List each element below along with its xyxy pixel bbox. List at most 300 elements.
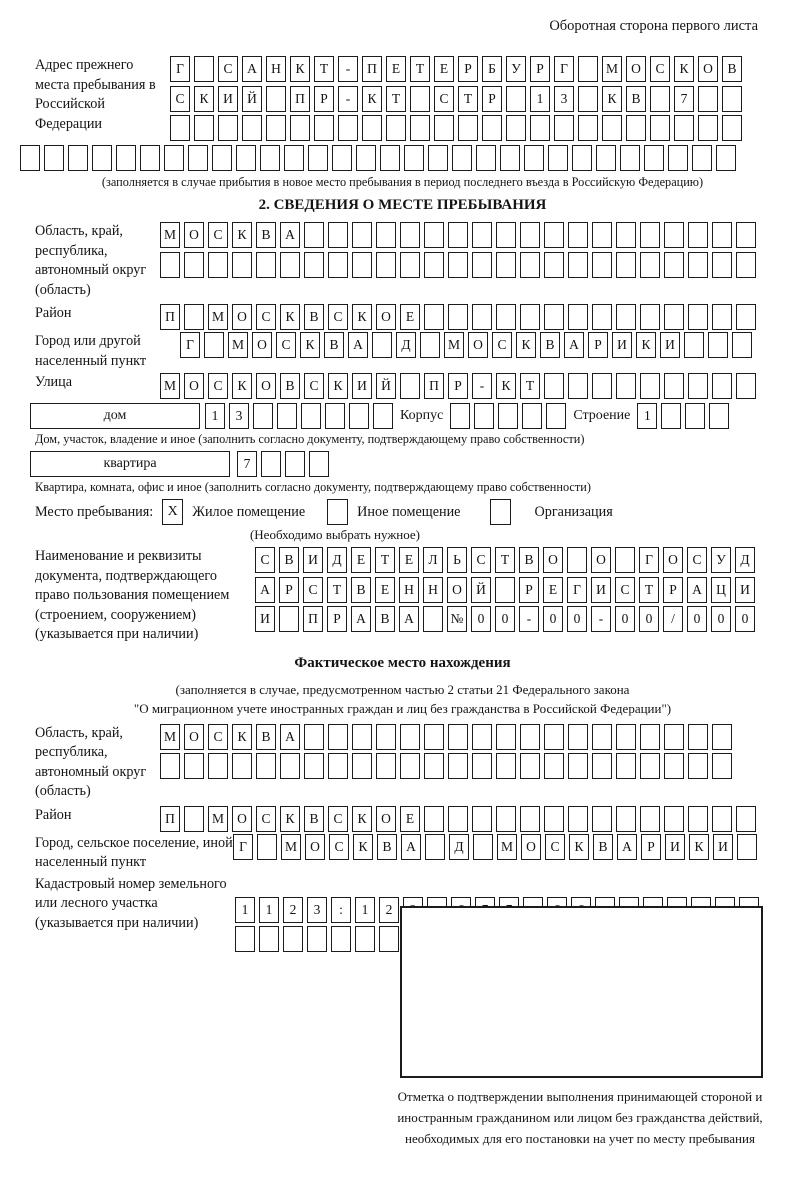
char-cell[interactable] [709,403,729,429]
char-cell[interactable] [708,332,728,358]
char-cell[interactable]: В [519,547,539,573]
char-cell[interactable] [496,806,516,832]
char-cell[interactable]: Т [520,373,540,399]
char-cell[interactable] [520,304,540,330]
char-cell[interactable] [423,606,443,632]
char-cell[interactable] [170,115,190,141]
char-cell[interactable] [259,926,279,952]
char-cell[interactable] [280,753,300,779]
char-cell[interactable] [568,304,588,330]
char-cell[interactable]: Т [495,547,515,573]
char-cell[interactable] [356,145,376,171]
char-cell[interactable] [520,252,540,278]
char-cell[interactable] [640,222,660,248]
char-cell[interactable]: К [674,56,694,82]
char-cell[interactable] [204,332,224,358]
char-cell[interactable] [373,403,393,429]
char-cell[interactable] [668,145,688,171]
char-cell[interactable] [688,373,708,399]
char-cell[interactable] [472,252,492,278]
char-cell[interactable] [664,222,684,248]
char-cell[interactable]: В [304,304,324,330]
char-cell[interactable] [712,304,732,330]
char-cell[interactable]: И [612,332,632,358]
char-cell[interactable] [92,145,112,171]
char-cell[interactable]: О [305,834,325,860]
char-cell[interactable]: К [362,86,382,112]
char-cell[interactable] [328,753,348,779]
char-cell[interactable]: Б [482,56,502,82]
char-cell[interactable] [592,252,612,278]
char-cell[interactable] [688,753,708,779]
char-cell[interactable]: Г [170,56,190,82]
char-cell[interactable]: - [472,373,492,399]
char-cell[interactable] [544,304,564,330]
char-cell[interactable] [736,252,756,278]
char-cell[interactable]: 0 [567,606,587,632]
char-cell[interactable]: С [545,834,565,860]
char-cell[interactable]: 1 [530,86,550,112]
char-cell[interactable] [260,145,280,171]
char-cell[interactable]: С [256,304,276,330]
char-cell[interactable] [567,547,587,573]
char-cell[interactable]: К [194,86,214,112]
char-cell[interactable]: К [232,373,252,399]
char-cell[interactable]: Ь [447,547,467,573]
char-cell[interactable] [596,145,616,171]
char-cell[interactable] [362,115,382,141]
char-cell[interactable] [424,806,444,832]
char-cell[interactable]: К [496,373,516,399]
char-cell[interactable] [448,806,468,832]
char-cell[interactable]: О [376,304,396,330]
char-cell[interactable]: К [352,806,372,832]
char-cell[interactable] [472,222,492,248]
char-cell[interactable] [544,222,564,248]
char-cell[interactable] [242,115,262,141]
char-cell[interactable]: М [160,222,180,248]
char-cell[interactable]: П [290,86,310,112]
char-cell[interactable]: О [232,806,252,832]
char-cell[interactable]: 3 [229,403,249,429]
char-cell[interactable]: - [519,606,539,632]
char-cell[interactable]: Т [410,56,430,82]
char-cell[interactable] [232,753,252,779]
char-cell[interactable]: М [160,724,180,750]
char-cell[interactable] [474,403,494,429]
char-cell[interactable] [448,724,468,750]
char-cell[interactable] [448,252,468,278]
char-cell[interactable] [496,724,516,750]
char-cell[interactable]: В [304,806,324,832]
char-cell[interactable] [277,403,297,429]
char-cell[interactable]: О [521,834,541,860]
char-cell[interactable] [266,115,286,141]
char-cell[interactable] [235,926,255,952]
char-cell[interactable]: Й [242,86,262,112]
char-cell[interactable] [386,115,406,141]
char-cell[interactable]: О [256,373,276,399]
char-cell[interactable] [290,115,310,141]
char-cell[interactable] [554,115,574,141]
char-cell[interactable] [253,403,273,429]
char-cell[interactable]: Т [327,577,347,603]
char-cell[interactable] [712,252,732,278]
char-cell[interactable] [284,145,304,171]
char-cell[interactable]: / [663,606,683,632]
char-cell[interactable]: А [687,577,707,603]
char-cell[interactable]: С [304,373,324,399]
char-cell[interactable]: 0 [639,606,659,632]
char-cell[interactable] [546,403,566,429]
char-cell[interactable]: У [711,547,731,573]
char-cell[interactable] [331,926,351,952]
char-cell[interactable]: Н [423,577,443,603]
char-cell[interactable] [376,252,396,278]
char-cell[interactable]: Й [471,577,491,603]
char-cell[interactable] [544,252,564,278]
char-cell[interactable] [520,222,540,248]
char-cell[interactable] [352,753,372,779]
char-cell[interactable]: А [564,332,584,358]
char-cell[interactable] [400,753,420,779]
char-cell[interactable]: 1 [355,897,375,923]
char-cell[interactable]: С [328,304,348,330]
char-cell[interactable] [420,332,440,358]
char-cell[interactable] [236,145,256,171]
char-cell[interactable]: А [242,56,262,82]
char-cell[interactable]: О [543,547,563,573]
char-cell[interactable]: С [328,806,348,832]
char-cell[interactable]: И [735,577,755,603]
char-cell[interactable] [184,806,204,832]
char-cell[interactable] [568,252,588,278]
char-cell[interactable] [400,724,420,750]
char-cell[interactable]: В [351,577,371,603]
char-cell[interactable]: И [713,834,733,860]
char-cell[interactable] [616,222,636,248]
char-cell[interactable] [279,606,299,632]
char-cell[interactable]: О [698,56,718,82]
char-cell[interactable] [410,115,430,141]
char-cell[interactable] [328,252,348,278]
char-cell[interactable] [188,145,208,171]
char-cell[interactable] [506,115,526,141]
char-cell[interactable] [592,373,612,399]
char-cell[interactable] [140,145,160,171]
char-cell[interactable]: Г [180,332,200,358]
char-cell[interactable]: 0 [711,606,731,632]
char-cell[interactable]: : [331,897,351,923]
char-cell[interactable]: О [184,724,204,750]
char-cell[interactable]: В [280,373,300,399]
char-cell[interactable] [644,145,664,171]
char-cell[interactable] [685,403,705,429]
char-cell[interactable]: Д [735,547,755,573]
char-cell[interactable] [332,145,352,171]
char-cell[interactable] [476,145,496,171]
char-cell[interactable] [495,577,515,603]
char-cell[interactable]: Л [423,547,443,573]
char-cell[interactable] [280,252,300,278]
char-cell[interactable] [664,373,684,399]
char-cell[interactable] [640,304,660,330]
char-cell[interactable]: 3 [307,897,327,923]
char-cell[interactable] [425,834,445,860]
char-cell[interactable] [452,145,472,171]
char-cell[interactable] [620,145,640,171]
char-cell[interactable] [328,222,348,248]
char-cell[interactable]: 2 [283,897,303,923]
char-cell[interactable] [568,373,588,399]
char-cell[interactable] [349,403,369,429]
char-cell[interactable] [448,753,468,779]
char-cell[interactable]: К [353,834,373,860]
char-cell[interactable]: Е [399,547,419,573]
stay-type-checkbox-residential[interactable]: X [162,499,183,525]
char-cell[interactable] [400,373,420,399]
char-cell[interactable] [500,145,520,171]
char-cell[interactable]: А [399,606,419,632]
char-cell[interactable] [338,115,358,141]
char-cell[interactable]: Г [567,577,587,603]
char-cell[interactable] [450,403,470,429]
char-cell[interactable]: О [184,373,204,399]
char-cell[interactable] [379,926,399,952]
char-cell[interactable] [314,115,334,141]
char-cell[interactable] [722,115,742,141]
char-cell[interactable] [184,252,204,278]
char-cell[interactable]: О [252,332,272,358]
char-cell[interactable] [424,222,444,248]
char-cell[interactable] [285,451,305,477]
char-cell[interactable] [544,753,564,779]
char-cell[interactable]: Д [449,834,469,860]
char-cell[interactable] [664,304,684,330]
char-cell[interactable]: В [256,724,276,750]
char-cell[interactable]: Т [639,577,659,603]
char-cell[interactable]: Г [554,56,574,82]
char-cell[interactable] [496,222,516,248]
char-cell[interactable]: А [280,222,300,248]
char-cell[interactable]: М [208,304,228,330]
char-cell[interactable]: № [447,606,467,632]
char-cell[interactable]: М [281,834,301,860]
char-cell[interactable] [325,403,345,429]
char-cell[interactable]: С [329,834,349,860]
char-cell[interactable] [736,806,756,832]
char-cell[interactable] [256,252,276,278]
char-cell[interactable] [650,86,670,112]
char-cell[interactable] [498,403,518,429]
char-cell[interactable] [434,115,454,141]
char-cell[interactable] [568,753,588,779]
char-cell[interactable] [68,145,88,171]
char-cell[interactable] [520,753,540,779]
char-cell[interactable] [256,753,276,779]
char-cell[interactable] [506,86,526,112]
char-cell[interactable]: С [208,373,228,399]
char-cell[interactable]: А [280,724,300,750]
char-cell[interactable] [615,547,635,573]
char-cell[interactable]: 0 [615,606,635,632]
char-cell[interactable]: С [650,56,670,82]
char-cell[interactable] [664,724,684,750]
char-cell[interactable]: А [348,332,368,358]
char-cell[interactable]: В [324,332,344,358]
char-cell[interactable] [640,373,660,399]
char-cell[interactable]: А [617,834,637,860]
char-cell[interactable]: - [338,86,358,112]
char-cell[interactable] [212,145,232,171]
char-cell[interactable]: Е [386,56,406,82]
char-cell[interactable]: К [280,304,300,330]
char-cell[interactable] [400,222,420,248]
char-cell[interactable] [301,403,321,429]
char-cell[interactable] [616,753,636,779]
char-cell[interactable] [352,222,372,248]
char-cell[interactable] [307,926,327,952]
char-cell[interactable] [308,145,328,171]
stay-type-checkbox-other[interactable] [327,499,348,525]
char-cell[interactable]: С [218,56,238,82]
char-cell[interactable] [640,753,660,779]
char-cell[interactable]: С [276,332,296,358]
char-cell[interactable] [304,724,324,750]
char-cell[interactable]: 0 [495,606,515,632]
char-cell[interactable] [530,115,550,141]
char-cell[interactable]: У [506,56,526,82]
char-cell[interactable] [520,724,540,750]
char-cell[interactable]: 7 [674,86,694,112]
char-cell[interactable] [218,115,238,141]
char-cell[interactable]: Т [386,86,406,112]
char-cell[interactable]: О [468,332,488,358]
char-cell[interactable] [352,724,372,750]
char-cell[interactable]: 0 [687,606,707,632]
char-cell[interactable] [376,753,396,779]
char-cell[interactable] [674,115,694,141]
char-cell[interactable]: О [376,806,396,832]
char-cell[interactable]: Г [639,547,659,573]
char-cell[interactable]: Е [400,304,420,330]
char-cell[interactable] [257,834,277,860]
char-cell[interactable]: Р [641,834,661,860]
char-cell[interactable]: К [569,834,589,860]
char-cell[interactable] [352,252,372,278]
char-cell[interactable]: Е [543,577,563,603]
char-cell[interactable] [520,806,540,832]
char-cell[interactable] [482,115,502,141]
char-cell[interactable]: Р [448,373,468,399]
char-cell[interactable]: Р [663,577,683,603]
char-cell[interactable]: С [434,86,454,112]
char-cell[interactable]: 1 [205,403,225,429]
char-cell[interactable] [524,145,544,171]
char-cell[interactable] [116,145,136,171]
char-cell[interactable] [568,724,588,750]
char-cell[interactable] [688,724,708,750]
char-cell[interactable] [309,451,329,477]
char-cell[interactable]: С [170,86,190,112]
char-cell[interactable] [410,86,430,112]
char-cell[interactable]: Р [530,56,550,82]
char-cell[interactable] [376,222,396,248]
char-cell[interactable]: П [424,373,444,399]
char-cell[interactable] [688,806,708,832]
char-cell[interactable] [626,115,646,141]
char-cell[interactable] [544,724,564,750]
char-cell[interactable]: П [303,606,323,632]
char-cell[interactable]: К [300,332,320,358]
char-cell[interactable]: С [256,806,276,832]
char-cell[interactable] [472,304,492,330]
char-cell[interactable]: В [279,547,299,573]
char-cell[interactable] [616,373,636,399]
char-cell[interactable]: 3 [554,86,574,112]
char-cell[interactable]: 0 [543,606,563,632]
char-cell[interactable] [283,926,303,952]
char-cell[interactable]: В [540,332,560,358]
char-cell[interactable] [473,834,493,860]
char-cell[interactable] [328,724,348,750]
char-cell[interactable]: Р [327,606,347,632]
char-cell[interactable]: И [665,834,685,860]
char-cell[interactable] [522,403,542,429]
char-cell[interactable]: С [208,222,228,248]
char-cell[interactable]: К [352,304,372,330]
char-cell[interactable]: С [615,577,635,603]
char-cell[interactable] [208,753,228,779]
char-cell[interactable] [544,373,564,399]
char-cell[interactable] [664,252,684,278]
char-cell[interactable] [424,724,444,750]
char-cell[interactable]: В [256,222,276,248]
char-cell[interactable] [304,252,324,278]
char-cell[interactable] [376,724,396,750]
char-cell[interactable] [160,753,180,779]
char-cell[interactable]: А [351,606,371,632]
char-cell[interactable]: 0 [471,606,491,632]
char-cell[interactable] [732,332,752,358]
char-cell[interactable] [568,806,588,832]
char-cell[interactable]: Р [588,332,608,358]
char-cell[interactable] [592,753,612,779]
char-cell[interactable]: 1 [235,897,255,923]
char-cell[interactable]: П [160,806,180,832]
char-cell[interactable] [692,145,712,171]
char-cell[interactable]: Р [519,577,539,603]
char-cell[interactable] [160,252,180,278]
char-cell[interactable]: К [232,724,252,750]
char-cell[interactable]: Р [314,86,334,112]
char-cell[interactable]: 0 [735,606,755,632]
char-cell[interactable]: Н [266,56,286,82]
char-cell[interactable] [698,86,718,112]
char-cell[interactable] [722,86,742,112]
char-cell[interactable] [578,56,598,82]
char-cell[interactable] [602,115,622,141]
char-cell[interactable] [304,753,324,779]
char-cell[interactable]: И [303,547,323,573]
char-cell[interactable]: Т [314,56,334,82]
char-cell[interactable] [184,753,204,779]
char-cell[interactable]: Е [375,577,395,603]
char-cell[interactable] [688,304,708,330]
char-cell[interactable]: Р [458,56,478,82]
char-cell[interactable]: М [497,834,517,860]
char-cell[interactable] [355,926,375,952]
